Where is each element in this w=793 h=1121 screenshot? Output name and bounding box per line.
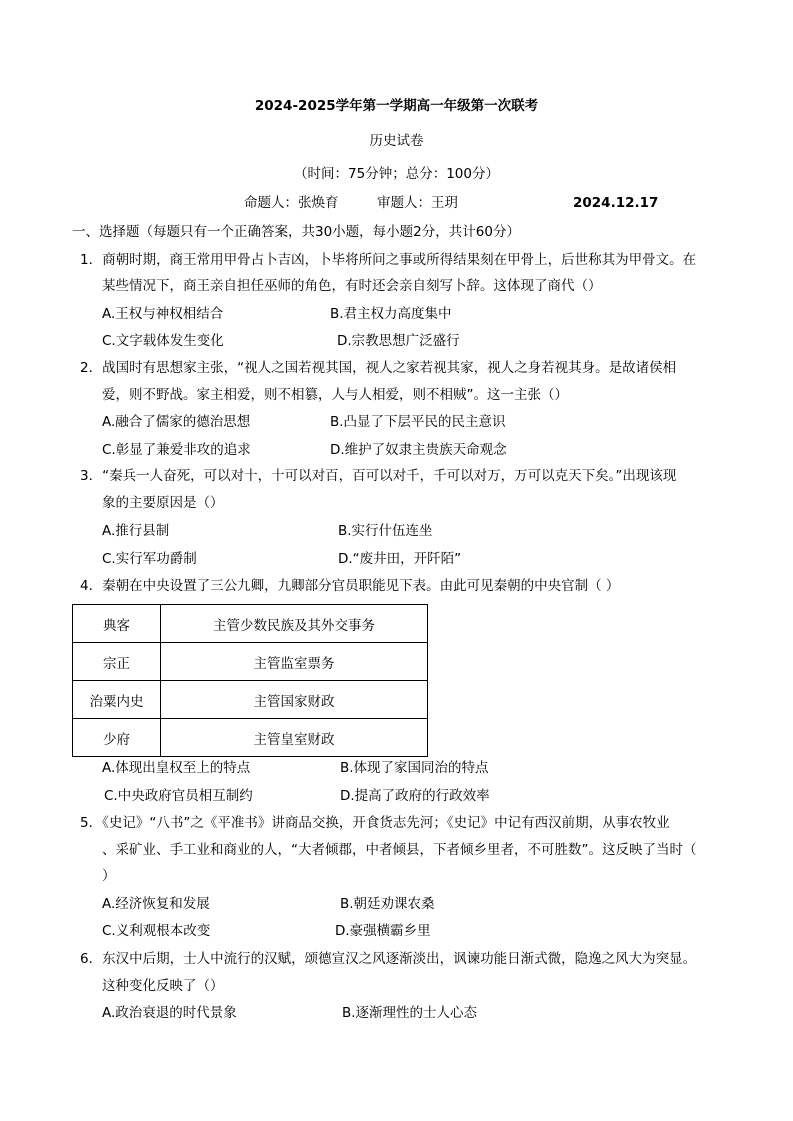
question-5-line-2: 、采矿业、手工业和商业的人，“大者倾郡，中者倾县，下者倾乡里者，不可胜数”。这反映了当时（ [102,842,697,858]
table-cell: 主管皇室财政 [161,719,428,757]
question-4-option-b: B.体现了家国同治的特点 [340,760,489,776]
question-1-option-c: C.文字载体发生变化 [102,333,224,349]
question-6-option-a: A.政治衰退的时代景象 [102,1005,237,1021]
question-3-option-c: C.实行军功爵制 [102,551,197,567]
table-row [73,719,428,757]
table-cell: 典客 [73,605,161,643]
table-cell: 治粟内史 [73,681,161,719]
question-6-option-b: B.逐渐理性的士人心态 [342,1005,478,1021]
question-5-line-1: 5．《史记》“八书”之《平准书》讲商品交换，开食货志先河；《史记》中记有西汉前期，从事农牧业 [80,815,670,831]
question-6-line-2: 这种变化反映了（） [102,978,224,994]
question-2-option-b: B.凸显了下层平民的民主意识 [330,414,506,430]
section-heading: 一、选择题（每题只有一个正确答案，共30小题，每小题2分，共计60分） [72,224,520,240]
question-1-option-a: A.王权与神权相结合 [102,306,224,322]
question-2-option-a: A.融合了儒家的德治思想 [102,414,251,430]
question-1-option-d: D.宗教思想广泛盛行 [337,333,460,349]
officials-table [72,604,428,757]
question-5-option-a: A.经济恢复和发展 [102,896,210,912]
question-4-line-1: 4．秦朝在中央设置了三公九卿，九卿部分官员职能见下表。由此可见秦朝的中央官制（ ） [80,578,620,594]
question-3-option-a: A.推行县制 [102,523,170,539]
question-3-option-b: B.实行什伍连坐 [338,523,433,539]
question-5-option-c: C.义利观根本改变 [102,923,211,939]
question-5-option-b: B.朝廷劝课农桑 [340,896,435,912]
question-1-line-1: 1．商朝时期，商王常用甲骨占卜吉凶，卜毕将所问之事或所得结果刻在甲骨上，后世称其为甲骨文。在 [80,252,697,268]
table-cell: 宗正 [73,643,161,681]
question-2-option-d: D.维护了奴隶主贵族天命观念 [330,442,507,458]
table-row [73,605,428,643]
reviewer: 审题人：王玥 [377,195,458,211]
exam-title: 2024-2025学年第一学期高一年级第一次联考 [254,98,539,114]
question-4-option-d: D.提高了政府的行政效率 [340,788,490,804]
subject-title: 历史试卷 [369,133,424,149]
question-3-line-2: 象的主要原因是（） [102,495,224,511]
table-cell: 少府 [73,719,161,757]
table-cell: 主管监室票务 [161,643,428,681]
author: 命题人：张焕育 [244,195,339,211]
question-1-option-b: B.君主权力高度集中 [330,306,452,322]
table-row [73,681,428,719]
question-1-line-2: 某些情况下，商王亲自担任巫师的角色，有时还会亲自刻写卜辞。这体现了商代（） [102,278,602,294]
time-info: （时间：75分钟；总分：100分） [294,166,499,182]
question-2-option-c: C.彰显了兼爱非攻的追求 [102,442,251,458]
question-2-line-1: 2．战国时有思想家主张，“视人之国若视其国，视人之家若视其家，视人之身若视其身。是故诸侯相 [80,360,677,376]
question-4-option-c: C.中央政府官员相互制约 [104,788,253,804]
exam-date: 2024.12.17 [573,195,659,211]
table-row [73,643,428,681]
table-cell: 主管国家财政 [161,681,428,719]
question-3-option-d: D.“废井田，开阡陌” [338,551,462,567]
question-5-line-3: ） [102,868,116,884]
question-6-line-1: 6．东汉中后期，士人中流行的汉赋，颂德宣汉之风逐渐淡出，讽谏功能日渐式微，隐逸之风大为突显。 [80,951,697,967]
question-3-line-1: 3．“秦兵一人奋死，可以对十，十可以对百，百可以对千，千可以对万，万可以克天下矣。”出现该现 [80,468,677,484]
table-cell: 主管少数民族及其外交事务 [161,605,428,643]
question-4-option-a: A.体现出皇权至上的特点 [102,760,251,776]
question-2-line-2: 爱，则不野战。家主相爱，则不相篡，人与人相爱，则不相贼”。这一主张（） [102,387,568,403]
question-5-option-d: D.豪强横霸乡里 [335,923,431,939]
